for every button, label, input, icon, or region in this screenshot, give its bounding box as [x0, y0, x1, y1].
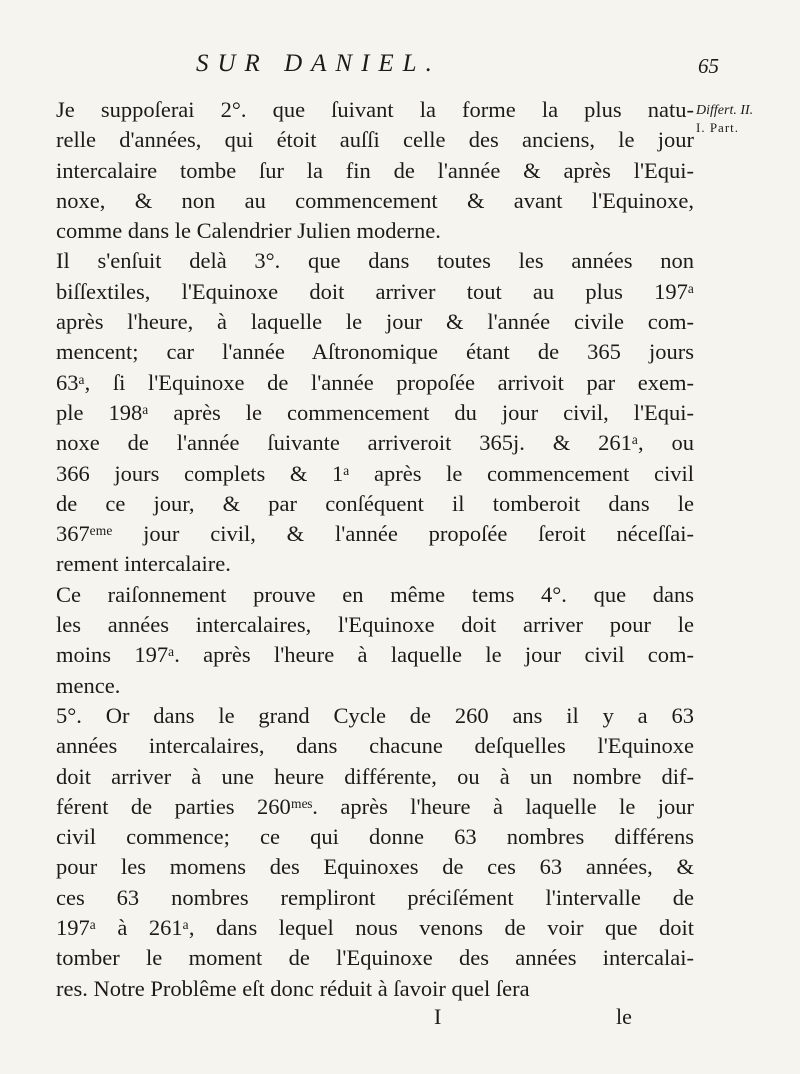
text-line: civil commence; ce qui donne 63 nombres différens: [56, 824, 694, 850]
text-line: 366 jours complets & 1ᵃ après le commencement civil: [56, 460, 694, 486]
margin-note-part: I. Part.: [696, 120, 740, 135]
text-line: 63ᵃ, ſi l'Equinoxe de l'année propoſée arrivoit par exem-: [56, 369, 694, 395]
text-line: res. Notre Problême eſt donc réduit à ſavoir quel ſera: [56, 975, 530, 1001]
body-text: [56, 95, 694, 1004]
text-line: de ce jour, & par conſéquent il tomberoit dans le: [56, 490, 694, 516]
margin-note: [696, 102, 800, 136]
text-line: 5°. Or dans le grand Cycle de 260 ans il y a 63: [56, 702, 694, 728]
text-line: les années intercalaires, l'Equinoxe doit arriver pour le: [56, 612, 694, 638]
page-number: 65: [698, 54, 719, 78]
text-line: années intercalaires, dans chacune deſquelles l'Equinoxe: [56, 733, 694, 759]
text-line: ple 198ᵃ après le commencement du jour civil, l'Equi-: [56, 399, 694, 425]
text-line: noxe de l'année ſuivante arriveroit 365j. & 261ᵃ, ou: [56, 430, 694, 456]
text-line: pour les momens des Equinoxes de ces 63 années, &: [56, 854, 694, 880]
catchword: le: [616, 1004, 632, 1029]
text-line: 367ᵉᵐᵉ jour civil, & l'année propoſée ſeroit néceſſai-: [56, 521, 694, 547]
text-line: noxe, & non au commencement & avant l'Equinoxe,: [56, 187, 694, 213]
text-line: moins 197ᵃ. après l'heure à laquelle le jour civil com-: [56, 642, 694, 668]
text-line: férent de parties 260ᵐᵉˢ. après l'heure à laquelle le jour: [56, 793, 694, 819]
text-line: mencent; car l'année Aſtronomique étant de 365 jours: [56, 339, 694, 365]
text-line: mence.: [56, 672, 121, 698]
text-line: tomber le moment de l'Equinoxe des années intercalai-: [56, 945, 694, 971]
text-line: biſſextiles, l'Equinoxe doit arriver tout au plus 197ᵃ: [56, 278, 694, 304]
text-line: Il s'enſuit delà 3°. que dans toutes les années non: [56, 248, 694, 274]
text-line: Ce raiſonnement prouve en même tems 4°. que dans: [56, 581, 694, 607]
text-line: comme dans le Calendrier Julien moderne.: [56, 218, 441, 244]
text-line: Je suppoſerai 2°. que ſuivant la forme la plus natu-: [56, 97, 694, 122]
text-line: intercalaire tombe ſur la fin de l'année & après l'Equi-: [56, 157, 694, 183]
margin-note-dissertation: Differt. II.: [696, 103, 754, 118]
page-footer: [0, 1004, 800, 1034]
text-line: 197ᵃ à 261ᵃ, dans lequel nous venons de voir que doit: [56, 915, 694, 941]
page-header: [0, 44, 800, 84]
text-line: doit arriver à une heure différente, ou à un nombre dif-: [56, 763, 694, 789]
text-line: rement intercalaire.: [56, 551, 231, 577]
text-line: relle d'années, qui étoit auſſi celle des anciens, le jour: [56, 127, 694, 153]
text-line: après l'heure, à laquelle le jour & l'année civile com-: [56, 309, 694, 335]
running-title: SUR DANIEL.: [196, 50, 441, 77]
signature-mark: I: [434, 1004, 442, 1029]
text-line: ces 63 nombres rempliront préciſément l'intervalle de: [56, 884, 694, 910]
